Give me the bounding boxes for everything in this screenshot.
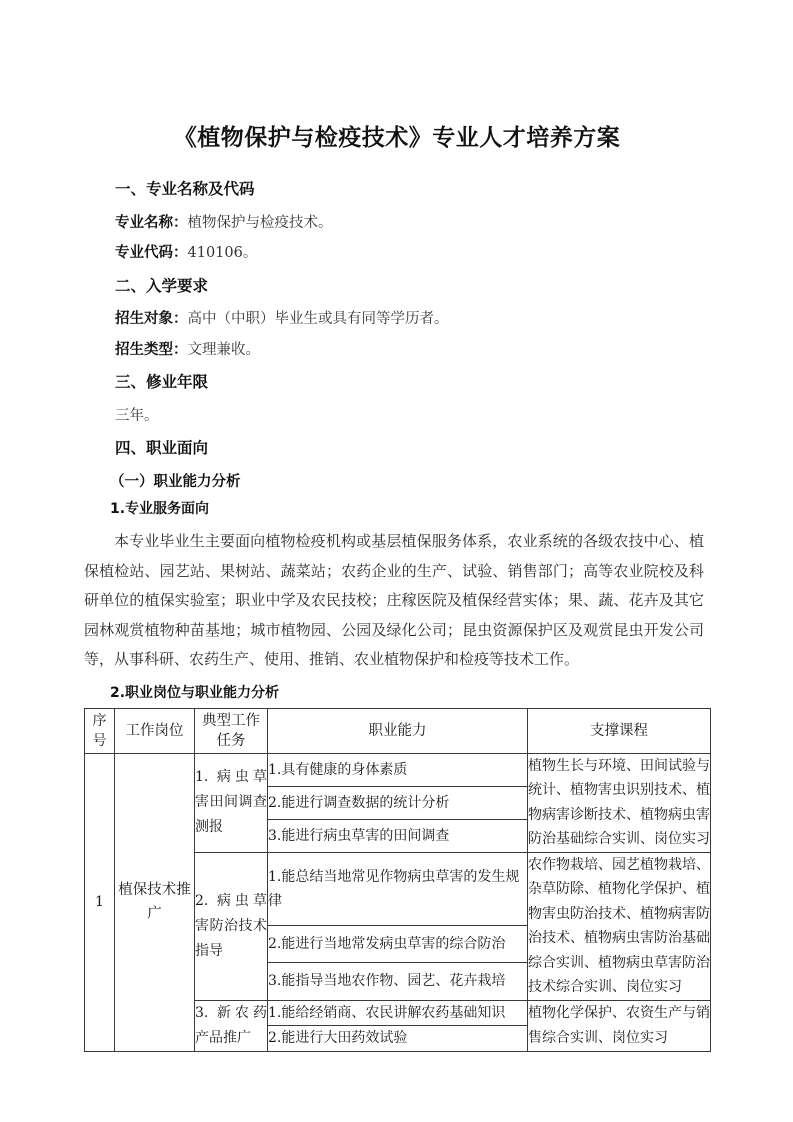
heading-section-4-1-2: 2.职业岗位与职业能力分析 (110, 684, 280, 701)
field-major-code (84, 246, 710, 261)
table-header-ability: 职业能力 (268, 708, 528, 753)
field-admission-target-value: 高中（中职）毕业生或具有同等学历者。 (187, 311, 449, 327)
field-major-name-label: 专业名称： (115, 214, 188, 231)
heading-section-3: 三、修业年限 (115, 373, 209, 391)
table-row (85, 753, 711, 786)
table-header-course: 支撑课程 (528, 708, 711, 753)
cell-ability: 3.能进行病虫草害的田间调查 (268, 819, 528, 852)
field-admission-type-value: 文理兼收。 (187, 341, 260, 358)
cell-seq: 1 (85, 753, 115, 1051)
field-admission-type-label: 招生类型： (115, 341, 188, 358)
table-header-seq-line2: 号 (92, 732, 107, 749)
heading-section-1: 一、专业名称及代码 (115, 180, 255, 198)
cell-position: 植保技术推广 (115, 753, 195, 1051)
cell-course: 植物化学保护、农资生产与销售综合实训、岗位实习 (528, 1000, 711, 1051)
heading-section-4-1: （一）职业能力分析 (110, 473, 241, 490)
cell-ability: 1.具有健康的身体素质 (268, 753, 528, 786)
cell-course: 植物生长与环境、田间试验与统计、植物害虫识别技术、植物病害诊断技术、植物病虫害防治基础综合实训、岗位实习 (528, 753, 711, 852)
cell-ability: 2.能进行大田药效试验 (268, 1026, 528, 1052)
heading-section-4-1-1: 1.专业服务面向 (110, 501, 210, 517)
field-major-code-label: 专业代码： (115, 245, 188, 261)
cell-ability: 1.能总结当地常见作物病虫草害的发生规律 (268, 852, 528, 925)
heading-section-2: 二、入学要求 (115, 276, 209, 295)
page-title: 《植物保护与检疫技术》专业人才培养方案 (173, 124, 621, 151)
heading-section-4: 四、职业面向 (115, 439, 209, 457)
table-header-position: 工作岗位 (115, 708, 195, 753)
job-ability-table-wrap (84, 708, 710, 1052)
cell-ability: 2.能进行当地常发病虫草害的综合防治 (268, 925, 528, 962)
cell-ability: 3.能指导当地农作物、园艺、花卉栽培 (268, 963, 528, 1000)
cell-task: 1. 病虫草害田间调查测报 (195, 753, 268, 852)
table-header-seq (85, 708, 115, 753)
document-content (84, 0, 710, 1052)
field-admission-type (84, 343, 710, 358)
paragraph-service-orientation: 本专业毕业生主要面向植物检疫机构或基层植保服务体系，农业系统的各级农技中心、植保植检站、园艺站、果树站、蔬菜站；农药企业的生产、试验、销售部门；高等农业院校及科研单位的植保实验室；职业中学及农民技校；庄稼医院及植保经营实体；果、蔬、花卉及其它园林观赏植物种苗基地；城市植物园、公园及绿化公司；昆虫资源保护区及观赏昆虫开发公司等，从事科研、农药生产、使用、推销、农业植物保护和检疫等技术工作。 (84, 532, 704, 668)
cell-ability: 2.能进行调查数据的统计分析 (268, 786, 528, 819)
table-header-seq-line1: 序 (92, 712, 107, 729)
field-admission-target (84, 312, 710, 327)
cell-ability: 1.能给经销商、农民讲解农药基础知识 (268, 1000, 528, 1026)
table-header-row (85, 708, 711, 753)
cell-course: 农作物栽培、园艺植物栽培、杂草防除、植物化学保护、植物害虫防治技术、植物病害防治技术、植物病虫害防治基础综合实训、植物病虫草害防治技术综合实训、岗位实习 (528, 852, 711, 1000)
field-major-name (84, 216, 710, 231)
field-duration-value: 三年。 (115, 407, 159, 424)
cell-task: 3. 新农药产品推广 (195, 1000, 268, 1051)
job-ability-table (84, 708, 711, 1052)
field-major-code-value: 410106。 (187, 245, 258, 261)
field-major-name-value: 植物保护与检疫技术。 (187, 214, 333, 231)
table-header-task: 典型工作任务 (195, 708, 268, 753)
cell-task: 2. 病虫草害防治技术指导 (195, 852, 268, 1000)
field-admission-target-label: 招生对象： (115, 311, 188, 327)
